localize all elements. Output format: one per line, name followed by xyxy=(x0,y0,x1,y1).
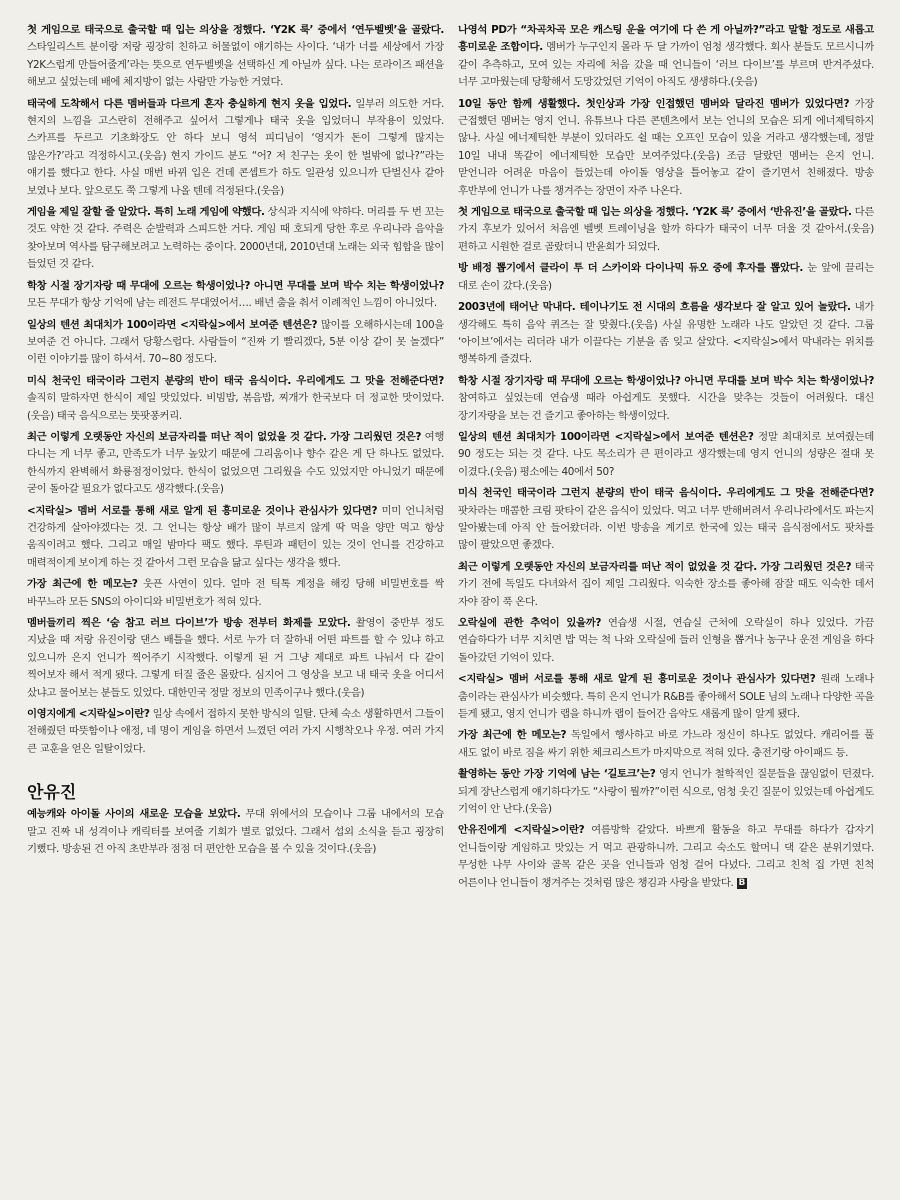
answer-text: 무대 위에서의 모습이나 그룹 내에서의 모습 말고 진짜 내 성격이나 캐릭터를 보여줄 기회가 별로 없었다. 그래서 섭외 소식을 듣고 굉장히 기뻤다. 방송된 건 아직 초반부라 점점 더 편안한 모습을 볼 수 있을 것이다.(웃음) xyxy=(27,808,444,856)
question-text: 10일 동안 함께 생활했다. 첫인상과 가장 인접했던 멤버와 달라진 멤버가 있었다면? xyxy=(458,97,850,110)
answer-text: 모든 무대가 항상 기억에 남는 레전드 무대였어서…. 배년 춤을 춰서 이례적인 느낌이 아니었다. xyxy=(27,297,437,310)
answer-text: 원래 노래나 춤이라는 관심사가 비슷했다. 특히 은지 언니가 R&B를 좋아해서 SOLE 님의 노래나 다양한 곡을 듣게 됐고, 영지 언니가 랩을 하니까 랩이 들어간 음악도 새롭게 많이 알게 됐다. xyxy=(458,673,874,721)
question-text: 가장 최근에 한 메모는? xyxy=(27,578,138,591)
answer-text: 미미 언니처럼 건강하게 살아야겠다는 것. 그 언니는 항상 배가 많이 부르지 않게 딱 먹을 양만 먹고 항상 움직이려고 했다. 그리고 매일 밤마다 팩도 했다. 루틴과 패턴이 있는 것이 언니를 건강하고 매력적이게 보이게 하는 것 같아서 그런 모습을 닮고 싶다는 생각을 했다. xyxy=(27,504,444,569)
left-paras-bottom xyxy=(27,806,444,858)
question-text: 이영지에게 <지락실>이란? xyxy=(27,708,150,721)
question-text: 일상의 텐션 최대치가 100이라면 <지락실>에서 보여준 텐션은? xyxy=(27,318,318,331)
left-paras-top xyxy=(27,22,444,758)
question-text: 촬영하는 동안 가장 기억에 남는 ‘길토크’는? xyxy=(458,768,656,781)
interview-paragraph xyxy=(458,429,874,481)
question-text: 첫 게임으로 태국으로 출국할 때 입는 의상을 정했다. ‘Y2K 룩’ 중에서 ‘연두벨벳’을 골랐다. xyxy=(27,24,444,36)
answer-text: 참여하고 싶었는데 연습생 때라 아쉽게도 못했다. 시간을 맞추는 것들이 어려웠다. 대신 장기자랑을 보는 건 즐기고 좋아하는 학생이었다. xyxy=(458,392,874,422)
right-column xyxy=(458,22,874,1182)
question-text: 가장 최근에 한 메모는? xyxy=(458,729,567,742)
interview-paragraph xyxy=(458,373,874,425)
answer-text: 상식과 지식에 약하다. 머리를 두 번 꼬는 것도 약한 것 같다. 주력은 순발력과 스피드한 거다. 게임 때 호되게 당한 후로 우리나라 음악을 찾아보며 역사를 탐구해보려고 노력하는 중이다. 2000년대, 2010년대 노래는 외국 힙합을 많이 들었던 것 같다. xyxy=(27,206,444,271)
question-text: 예능캐와 아이돌 사이의 새로운 모습을 보았다. xyxy=(27,808,241,821)
interview-paragraph xyxy=(27,373,444,425)
interview-paragraph xyxy=(458,615,874,667)
interview-paragraph xyxy=(27,706,444,758)
answer-text: 여행 다니는 게 너무 좋고, 만족도가 너무 높았기 때문에 그리움이나 향수 같은 게 단 하나도 없었다. 한식까지 완벽해서 화룡점정이었다. 한식이 없었으면 그리웠을 수도 있었지만 아니었기 때문에 굳이 돌아갈 필요가 없다고도 생각했다.(웃음) xyxy=(27,430,444,496)
question-text: 미식 천국인 태국이라 그런지 분량의 반이 태국 음식이다. 우리에게도 그 맛을 전해준다면? xyxy=(27,374,444,387)
interview-paragraph xyxy=(458,204,874,256)
answer-text: 여름방학 같았다. 바쁘게 활동을 하고 무대를 하다가 갑자기 언니들이랑 게임하고 맛있는 거 먹고 관광하니까. 그리고 숙소도 할머니 댁 같은 분위기였다. 무성한 나무 사이와 골목 같은 곳을 언니들과 엄청 걸어 다녔다. 그리고 친척 집 가면 친척 어른이나 언니들이 챙겨주는 것처럼 많은 챙김과 사랑을 받았다. xyxy=(458,824,874,889)
end-mark: B xyxy=(738,877,746,888)
answer-text: 연습생 시절, 연습실 근처에 오락실이 하나 있었다. 가끔 연습하다가 너무 지치면 밥 먹는 척 나와 오락실에 들러 인형을 뽑거나 농구나 운전 게임을 하다 돌아갔던 기억이 있다. xyxy=(458,617,874,664)
interview-paragraph xyxy=(27,503,444,573)
answer-text: 촬영이 중반부 정도 지났을 때 저랑 유진이랑 댄스 배틀을 했다. 서로 누가 더 잘하내 어떤 파트를 할 수 있냐 하고 있으니까 은지 언니가 찍어주기 시작했다. 이렇게 된 거 그냥 제대로 파트 나눠서 다 같이 찍어보자 해서 적게 됐다. 그렇게 터질 줄은 몰랐다. 심지어 그 영상을 보고 내 태국 옷을 어디서 샀냐고 물어보는 분들도 있었다. 대한민국 정말 정보의 민족이구나 했다.(웃음) xyxy=(27,617,444,699)
answer-text: 정말 최대치로 보여줬는데 90 정도는 되는 것 같다. 나도 목소리가 큰 편이라고 생각했는데 영지 언니의 성량은 절대 못 이겼다.(웃음) 평소에는 40에서 50? xyxy=(458,430,874,478)
question-text: 일상의 텐션 최대치가 100이라면 <지락실>에서 보여준 텐션은? xyxy=(458,430,754,443)
question-text: 학창 시절 장기자랑 때 무대에 오르는 학생이었나? 아니면 무대를 보며 박수 치는 학생이었나? xyxy=(27,279,444,292)
question-text: 나영석 PD가 “차곡차곡 모은 캐스팅 운을 여기에 다 쓴 게 아닐까?”라고 말할 정도로 새롭고 흥미로운 조합이다. xyxy=(458,24,874,54)
interview-paragraph xyxy=(27,204,444,274)
interview-paragraph xyxy=(458,766,874,818)
question-text: 학창 시절 장기자랑 때 무대에 오르는 학생이었나? 아니면 무대를 보며 박수 치는 학생이었나? xyxy=(458,374,874,387)
interview-paragraph xyxy=(27,317,444,369)
interview-paragraph xyxy=(458,727,874,762)
answer-text: 영지 언니가 철학적인 질문들을 끊임없이 던졌다. 되게 장난스럽게 얘기하다가도 “사랑이 뭘까?”이런 식으로, 엄청 웃긴 질문이 있었는데 아쉽게도 기억이 안 난다.(웃음) xyxy=(458,768,874,816)
question-text: 멤버들끼리 찍은 ‘숨 참고 러브 다이브’가 방송 전부터 화제를 모았다. xyxy=(27,617,351,629)
answer-text: 다른 가지 후보가 있어서 처음엔 벨벳 트레이닝을 할까 하다가 태국이 너무 더울 것 같아서.(웃음) 편하고 시원한 걸로 골랐더니 반윤희가 되었다. xyxy=(458,206,874,253)
question-text: 태국에 도착해서 다른 멤버들과 다르게 혼자 충실하게 현지 옷을 입었다. xyxy=(27,97,352,110)
question-text: 최근 이렇게 오랫동안 자신의 보금자리를 떠난 적이 없었을 것 같다. 가장 그리웠던 것은? xyxy=(458,560,852,573)
interview-paragraph xyxy=(27,576,444,611)
interview-paragraph xyxy=(458,299,874,369)
answer-text: 태국 가기 전에 독일도 다녀와서 집이 제일 그리웠다. 익숙한 장소를 좋아해 잠잘 때도 익숙한 데서 자야 잠이 푹 온다. xyxy=(458,560,874,608)
question-text: 안유진에게 <지락실>이란? xyxy=(458,824,585,837)
interview-paragraph xyxy=(458,559,874,611)
interview-paragraph xyxy=(458,485,874,555)
answer-text: 내가 생각해도 특히 음악 퀴즈는 잘 맞췄다.(웃음) 사실 유명한 노래라 나도 알았던 것 같다. 그룹 ‘아이브’에서는 리더라 내가 이끌다는 기분을 좀 잊고 살았다. <지락실>에서 막내라는 위치를 행복하게 즐겼다. xyxy=(458,301,874,366)
interview-paragraph xyxy=(27,429,444,499)
interview-paragraph xyxy=(458,96,874,200)
question-text: 첫 게임으로 태국으로 출국할 때 입는 의상을 정했다. ‘Y2K 룩’ 중에서 ‘반유진’을 골랐다. xyxy=(458,206,852,219)
question-text: 최근 이렇게 오랫동안 자신의 보금자리를 떠난 적이 없었을 것 같다. 가장 그리웠던 것은? xyxy=(27,430,422,443)
question-text: 방 배정 뽑기에서 클라이 투 더 스카이와 다이나믹 듀오 중에 후자를 뽑았다. xyxy=(458,262,803,275)
answer-text: 웃픈 사연이 있다. 얼마 전 틱톡 계정을 해킹 당해 비밀번호를 싹 바꾸느라 모든 SNS의 아이디와 비밀번호가 적혀 있다. xyxy=(27,578,444,608)
question-text: 오락실에 관한 추억이 있을까? xyxy=(458,617,602,629)
answer-text: 스타일리스트 분이랑 저랑 굉장히 친하고 허물없이 얘기하는 사이다. ‘내가 너를 세상에서 가장 Y2K스럽게 만들어줄게’라는 뜻으로 연두벨벳을 선택하신 게 아닐까 싶다. 나는 로라이즈 패션을 해보고 싶었는데 배에 체지방이 없는 사람만 가능한 거였다. xyxy=(27,41,444,89)
interview-paragraph xyxy=(458,22,874,92)
section-title-an-yujin: 안유진 xyxy=(27,783,77,804)
interview-paragraph xyxy=(458,822,874,892)
interview-paragraph xyxy=(27,806,444,858)
answer-text: 일부러 의도한 거다. 현지의 느낌을 고스란히 전해주고 싶어서 그렇게나 태국 옷을 입었더니 부작용이 있었다. 스카프를 두르고 기초화장도 안 하다 보니 영석 피디님이 ‘영지가 돈이 그렇게 많지는 않은가?’라고 걱정하시고.(웃음) 현지 가이드 분도 “어? 저 친구는 옷이 한 벌밖에 없나?”라는 얘기를 했다고 한다. 사실 매번 바뀌 입은 건데 콘셉트가 하도 일관성 있으니까 단벌신사 같아 보였나 보다. 앞으로도 쭉 그렇게 나올 텐데 걱정된다.(웃음) xyxy=(27,97,444,197)
answer-text: 독일에서 행사하고 바로 가느라 정신이 하나도 없었다. 캐리어를 풀 새도 없이 바로 짐을 싸기 위한 체크리스트가 마지막으로 적혀 있다. 충전기랑 아이패드 등. xyxy=(458,729,874,759)
question-text: 게임을 제일 잘할 줄 알았다. 특히 노래 게임에 약했다. xyxy=(27,206,265,219)
interview-paragraph xyxy=(27,615,444,702)
right-paras xyxy=(458,22,874,892)
answer-text: 많이를 오해하시는데 100을 보여준 건 아니다. 그래서 당황스럽다. 사람들이 “진짜 기 빨리겠다, 5분 이상 같이 못 놀겠다” 이런 이야기를 많이 하셔서. 70~80 정도다. xyxy=(27,318,444,366)
interview-paragraph xyxy=(458,671,874,723)
interview-paragraph xyxy=(27,22,444,92)
interview-paragraph xyxy=(27,278,444,313)
question-text: 2003년에 태어난 막내다. 테이나기도 전 시대의 흐름을 생각보다 잘 알고 있어 놀랐다. xyxy=(458,301,851,314)
answer-text: 멤버가 누구인지 몰라 두 달 가까이 엄청 생각했다. 회사 분들도 모르시니까 같이 추측하고, 모여 있는 자리에 처음 갔을 때 언니들이 ‘러브 다이브’를 부르며 반겨주셨다. 너무 고마웠는데 당황해서 도망갔었던 기억이 아직도 생생하다.(웃음) xyxy=(458,41,874,89)
answer-text: 가장 근접했던 멤버는 영지 언니. 유튜브나 다른 콘텐츠에서 보는 언니의 모습은 되게 에너제틱하지 않나. 사실 에너제틱한 부분이 있더라도 쉴 때는 오프인 모습이 있을 거라고 생각했는데, 정말 10일 내내 똑같이 에너제틱한 모습만 보여주었다.(웃음) 조금 달랐던 멤버는 은지 언니. 맏언니라 어려운 마음이 들었는데 아이돌 영상을 틀어놓고 같이 즐기면서 친해졌다. 방송 후반부에 언니가 나를 챙겨주는 장면이 자주 나온다. xyxy=(458,97,874,197)
question-text: <지락실> 멤버 서로를 통해 새로 알게 된 흥미로운 것이나 관심사가 있다면? xyxy=(458,673,816,686)
answer-text: 일상 속에서 접하지 못한 방식의 일탈. 단체 숙소 생활하면서 그들이 전해줬던 따뜻함이나 애정, 네 명이 게임을 하면서 느꼈던 여러 가지 시행착오나 우정. 여러 가지 큰 교훈을 얻은 일탈이었다. xyxy=(27,708,444,755)
answer-text: 팟차라는 매콤한 크림 팟타이 같은 음식이 있었다. 먹고 너무 반해버려서 우리나라에서도 파는지 알아봤는데 아직 안 들어왔더라. 이번 방송을 계기로 한국에 있는 태국 음식점에서도 팟차를 많이 팔았으면 좋겠다. xyxy=(458,504,874,552)
question-text: 미식 천국인 태국이라 그런지 분량의 반이 태국 음식이다. 우리에게도 그 맛을 전해준다면? xyxy=(458,487,874,500)
left-column xyxy=(27,22,444,1182)
answer-text: 눈 앞에 끌리는 대로 손이 갔다.(웃음) xyxy=(458,262,874,292)
interview-paragraph xyxy=(458,260,874,295)
interview-paragraph xyxy=(27,96,444,200)
answer-text: 솔직히 말하자면 한식이 제일 맛있었다. 비빔밥, 볶음밥, 찌개가 한국보다 더 정교한 맛이었다.(웃음) 태국 음식으로는 뚯팟퐁커리. xyxy=(27,392,444,422)
question-text: <지락실> 멤버 서로를 통해 새로 알게 된 흥미로운 것이나 관심사가 있다면? xyxy=(27,504,378,517)
